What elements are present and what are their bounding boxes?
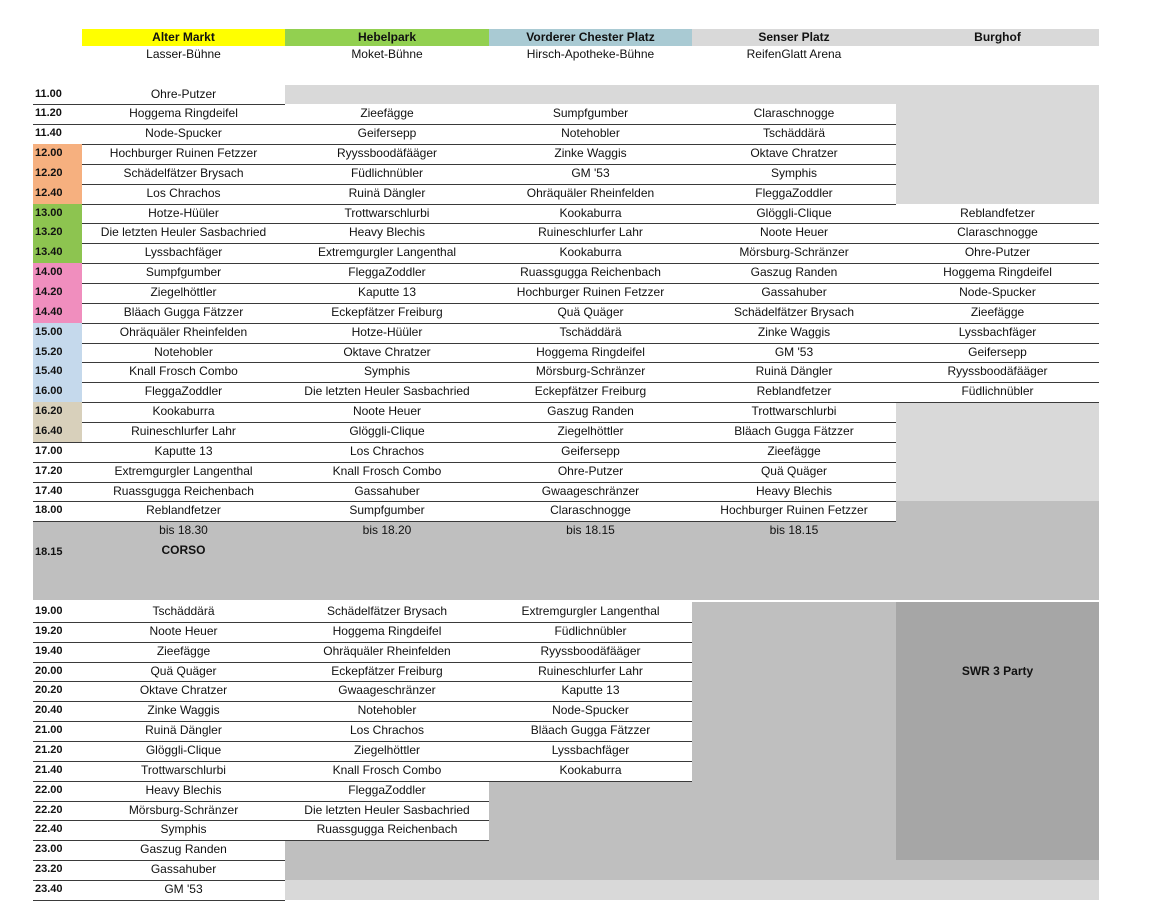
act-cell: Ziegelhöttler — [353, 742, 421, 757]
act-cell: Ruinä Dängler — [145, 723, 222, 738]
time-label: 14.00 — [35, 266, 63, 279]
act-cell: Ryyssboodäfääger — [540, 643, 641, 658]
free-block — [896, 402, 1099, 501]
act-cell: Ruineschlurfer Lahr — [538, 663, 643, 678]
act-cell: Oktave Chratzer — [750, 146, 838, 161]
act-cell: Oktave Chratzer — [343, 344, 431, 359]
act-cell: Bläach Gugga Fätzzer — [123, 304, 244, 319]
stage-name: ReifenGlatt Arena — [746, 47, 842, 61]
venue-name: Alter Markt — [152, 30, 215, 44]
time-label: 12.00 — [35, 147, 63, 160]
act-cell: Hoggema Ringdeifel — [943, 265, 1052, 280]
act-cell: Glöggli-Clique — [349, 423, 425, 438]
act-cell: Die letzten Heuler Sasbachried — [100, 225, 267, 240]
act-cell: Reblandfetzer — [960, 205, 1035, 220]
act-cell: Node-Spucker — [552, 703, 629, 718]
act-cell: Trottwarschlurbi — [141, 762, 226, 777]
time-label: 15.00 — [35, 325, 63, 338]
act-cell: Kaputte 13 — [357, 285, 417, 299]
time-label: 13.00 — [35, 206, 63, 219]
time-label: 17.00 — [35, 444, 63, 457]
act-cell: Zinke Waggis — [757, 324, 831, 339]
act-cell: Kaputte 13 — [561, 683, 620, 698]
act-cell: Quä Quäger — [557, 304, 624, 319]
act-cell: Ryyssboodäfääger — [336, 146, 438, 161]
act-cell: Kookaburra — [559, 762, 622, 777]
act-cell: GM '53 — [164, 881, 203, 896]
act-cell: Geifersepp — [968, 344, 1027, 359]
act-cell: Gassahuber — [761, 285, 827, 299]
time-label: 15.20 — [35, 345, 63, 358]
act-cell: Ziegelhöttler — [557, 423, 624, 438]
act-cell: Quä Quäger — [760, 463, 828, 478]
free-block — [285, 880, 1099, 900]
act-cell: Füdlichnübler — [350, 165, 424, 180]
act-cell: Gaszug Randen — [750, 265, 838, 280]
time-label: 21.00 — [35, 724, 63, 737]
act-cell: Hotze-Hüüler — [351, 324, 423, 339]
time-label: 14.20 — [35, 286, 63, 298]
act-cell: FleggaZoddler — [755, 185, 833, 200]
act-cell: Lyssbachfäger — [551, 742, 630, 757]
act-cell: Symphis — [363, 364, 410, 379]
act-cell: Tschäddärä — [559, 324, 622, 339]
act-cell: Gassahuber — [150, 862, 217, 877]
venue-name: Senser Platz — [758, 30, 830, 44]
time-label: 16.20 — [35, 405, 63, 418]
act-cell: Gassahuber — [354, 483, 420, 498]
act-cell: Schädelfätzer Brysach — [326, 604, 448, 618]
act-cell: Sumpfgumber — [552, 106, 629, 121]
act-cell: Zinke Waggis — [554, 146, 627, 161]
time-label: 22.00 — [35, 783, 63, 796]
time-label: 12.40 — [35, 186, 63, 199]
act-cell: Ohre-Putzer — [964, 245, 1031, 260]
act-cell: Reblandfetzer — [146, 503, 221, 518]
free-block — [692, 602, 896, 860]
act-cell: Noote Heuer — [149, 623, 218, 638]
act-cell: FleggaZoddler — [144, 384, 223, 399]
act-cell: Eckepfätzer Freiburg — [331, 663, 443, 678]
act-cell: Knall Frosch Combo — [332, 762, 442, 777]
act-cell: Lyssbachfäger — [144, 245, 223, 260]
act-cell: Reblandfetzer — [756, 384, 832, 399]
time-label: 12.20 — [35, 166, 63, 179]
time-label: 23.00 — [35, 843, 63, 856]
act-cell: Ruassgugga Reichenbach — [520, 265, 661, 280]
act-cell: Quä Quäger — [150, 663, 217, 678]
free-block — [489, 781, 692, 860]
stage-name: Hirsch-Apotheke-Bühne — [526, 47, 655, 61]
time-label: 16.40 — [35, 424, 63, 437]
stage-name: Lasser-Bühne — [146, 47, 221, 61]
act-cell: GM '53 — [774, 344, 814, 359]
act-cell: Trottwarschlurbi — [751, 404, 837, 419]
act-cell: Zinke Waggis — [147, 703, 220, 718]
act-cell: Gwaageschränzer — [541, 483, 640, 498]
time-label: 21.20 — [35, 743, 63, 756]
act-cell: Hochburger Ruinen Fetzzer — [109, 146, 258, 161]
act-cell: Zieefägge — [360, 106, 414, 121]
free-block — [285, 840, 489, 860]
act-cell: Geifersepp — [561, 443, 620, 458]
act-cell: Schädelfätzer Brysach — [733, 304, 855, 319]
time-label: 22.20 — [35, 803, 63, 816]
act-cell: Gaszug Randen — [547, 404, 634, 419]
act-cell: FleggaZoddler — [348, 265, 426, 280]
act-cell: Zieefägge — [767, 443, 821, 458]
act-cell: Ruassgugga Reichenbach — [316, 822, 458, 837]
act-cell: Geifersepp — [357, 126, 417, 141]
time-label: 13.40 — [35, 246, 63, 259]
act-cell: Hoggema Ringdeifel — [332, 623, 442, 638]
time-label: 18.00 — [35, 504, 63, 517]
free-block — [896, 104, 1099, 203]
act-cell: Trottwarschlurbi — [344, 205, 430, 220]
act-cell: Ruineschlurfer Lahr — [538, 225, 643, 240]
venue-name: Hebelpark — [357, 30, 417, 44]
time-label: 19.40 — [35, 644, 63, 657]
time-label: 23.40 — [35, 882, 63, 895]
act-cell: Ziegelhöttler — [150, 285, 217, 299]
time-label: 20.00 — [35, 664, 63, 677]
act-cell: Kookaburra — [152, 404, 215, 419]
act-cell: Heavy Blechis — [755, 483, 833, 498]
free-block — [285, 85, 1099, 105]
act-cell: Oktave Chratzer — [139, 683, 228, 698]
act-cell: Füdlichnübler — [554, 623, 627, 638]
act-cell: Symphis — [160, 822, 207, 837]
act-cell: Node-Spucker — [959, 285, 1036, 299]
free-block — [896, 501, 1099, 521]
venue-name: Burghof — [974, 30, 1021, 44]
act-cell: FleggaZoddler — [348, 782, 426, 797]
act-cell: Notehobler — [561, 126, 620, 141]
act-cell: Notehobler — [357, 703, 417, 718]
act-cell: Ruinä Dängler — [348, 185, 426, 200]
act-cell: Bläach Gugga Fätzzer — [734, 423, 854, 438]
act-cell: Extremgurgler Langenthal — [317, 245, 457, 260]
act-cell: Lyssbachfäger — [958, 324, 1037, 339]
act-cell: Glöggli-Clique — [756, 205, 832, 220]
act-cell: Ohräquäler Rheinfelden — [119, 324, 248, 339]
party-label: SWR 3 Party — [961, 663, 1034, 678]
act-cell: Hochburger Ruinen Fetzzer — [720, 503, 868, 518]
act-cell: Ohre-Putzer — [150, 86, 217, 101]
act-cell: Los Chrachos — [349, 723, 425, 738]
until-label: bis 18.15 — [769, 523, 819, 538]
until-label: bis 18.30 — [159, 523, 208, 538]
time-label: 13.20 — [35, 226, 63, 239]
act-cell: Mörsburg-Schränzer — [535, 364, 646, 379]
corso-label: CORSO — [161, 543, 206, 558]
act-cell: Node-Spucker — [145, 126, 222, 141]
act-cell: Knall Frosch Combo — [129, 364, 238, 379]
act-cell: Noote Heuer — [352, 404, 422, 419]
free-block — [285, 860, 1099, 880]
act-cell: Füdlichnübler — [961, 384, 1034, 399]
act-cell: Glöggli-Clique — [145, 742, 222, 757]
time-label: 19.00 — [35, 605, 63, 617]
act-cell: Hoggema Ringdeifel — [536, 344, 645, 359]
act-cell: Symphis — [770, 165, 817, 180]
act-cell: Schädelfätzer Brysach — [123, 165, 244, 180]
time-label: 14.40 — [35, 305, 63, 318]
time-label: 16.00 — [35, 385, 63, 398]
time-label: 19.20 — [35, 624, 63, 637]
act-cell: Bläach Gugga Fätzzer — [530, 723, 651, 738]
stage-name: Moket-Bühne — [351, 47, 423, 61]
act-cell: GM '53 — [571, 165, 610, 180]
act-cell: Zieefägge — [970, 304, 1025, 319]
time-label: 23.20 — [35, 863, 63, 876]
time-label: 17.20 — [35, 464, 63, 477]
act-cell: Los Chrachos — [349, 443, 425, 458]
act-cell: Claraschnogge — [550, 503, 631, 518]
act-cell: Heavy Blechis — [145, 782, 222, 797]
act-cell: Kookaburra — [559, 245, 622, 260]
act-cell: Ohre-Putzer — [557, 463, 624, 478]
act-cell: Ruassgugga Reichenbach — [113, 483, 254, 498]
time-label: 21.40 — [35, 763, 63, 776]
act-cell: Ruineschlurfer Lahr — [131, 423, 236, 438]
act-cell: Tschäddärä — [152, 604, 215, 618]
act-cell: Ryyssboodäfääger — [947, 364, 1048, 379]
act-cell: Mörsburg-Schränzer — [128, 802, 239, 817]
act-cell: Sumpfgumber — [349, 503, 425, 518]
act-cell: Sumpfgumber — [145, 265, 222, 280]
act-cell: Die letzten Heuler Sasbachried — [304, 802, 470, 817]
time-label: 15.40 — [35, 365, 63, 378]
act-cell: Eckepfätzer Freiburg — [331, 304, 443, 319]
row-divider — [33, 900, 285, 901]
time-label: 22.40 — [35, 823, 63, 836]
party-block — [896, 602, 1099, 860]
act-cell: Hotze-Hüüler — [148, 205, 219, 220]
act-cell: Ruinä Dängler — [755, 364, 833, 379]
time-label: 11.20 — [35, 107, 62, 120]
corso-time: 18.15 — [35, 546, 63, 559]
time-label: 11.00 — [35, 87, 62, 100]
act-cell: Eckepfätzer Freiburg — [534, 384, 647, 399]
act-cell: Knall Frosch Combo — [332, 463, 442, 478]
act-cell: Kookaburra — [559, 205, 622, 220]
until-label: bis 18.20 — [362, 523, 412, 538]
act-cell: Tschäddärä — [762, 126, 826, 141]
act-cell: Zieefägge — [156, 643, 211, 658]
act-cell: Kaputte 13 — [154, 443, 213, 458]
act-cell: Claraschnogge — [753, 106, 835, 121]
act-cell: Heavy Blechis — [348, 225, 426, 240]
time-label: 11.40 — [35, 127, 62, 140]
act-cell: Los Chrachos — [146, 185, 221, 200]
act-cell: Gwaageschränzer — [338, 683, 436, 698]
act-cell: Ohräquäler Rheinfelden — [323, 643, 451, 658]
act-cell: Extremgurgler Langenthal — [114, 463, 253, 478]
act-cell: Extremgurgler Langenthal — [521, 604, 660, 618]
act-cell: Ohräquäler Rheinfelden — [526, 185, 655, 200]
act-cell: Die letzten Heuler Sasbachried — [304, 384, 470, 399]
act-cell: Notehobler — [154, 344, 213, 359]
time-label: 20.40 — [35, 704, 63, 717]
act-cell: Hoggema Ringdeifel — [129, 106, 238, 121]
act-cell: Hochburger Ruinen Fetzzer — [516, 285, 665, 299]
act-cell: Gaszug Randen — [140, 842, 227, 857]
act-cell: Mörsburg-Schränzer — [739, 245, 849, 260]
venue-name: Vorderer Chester Platz — [526, 30, 655, 44]
act-cell: Noote Heuer — [759, 225, 829, 240]
time-label: 20.20 — [35, 684, 63, 697]
until-label: bis 18.15 — [566, 523, 615, 538]
act-cell: Claraschnogge — [957, 225, 1038, 240]
time-label: 17.40 — [35, 484, 63, 497]
